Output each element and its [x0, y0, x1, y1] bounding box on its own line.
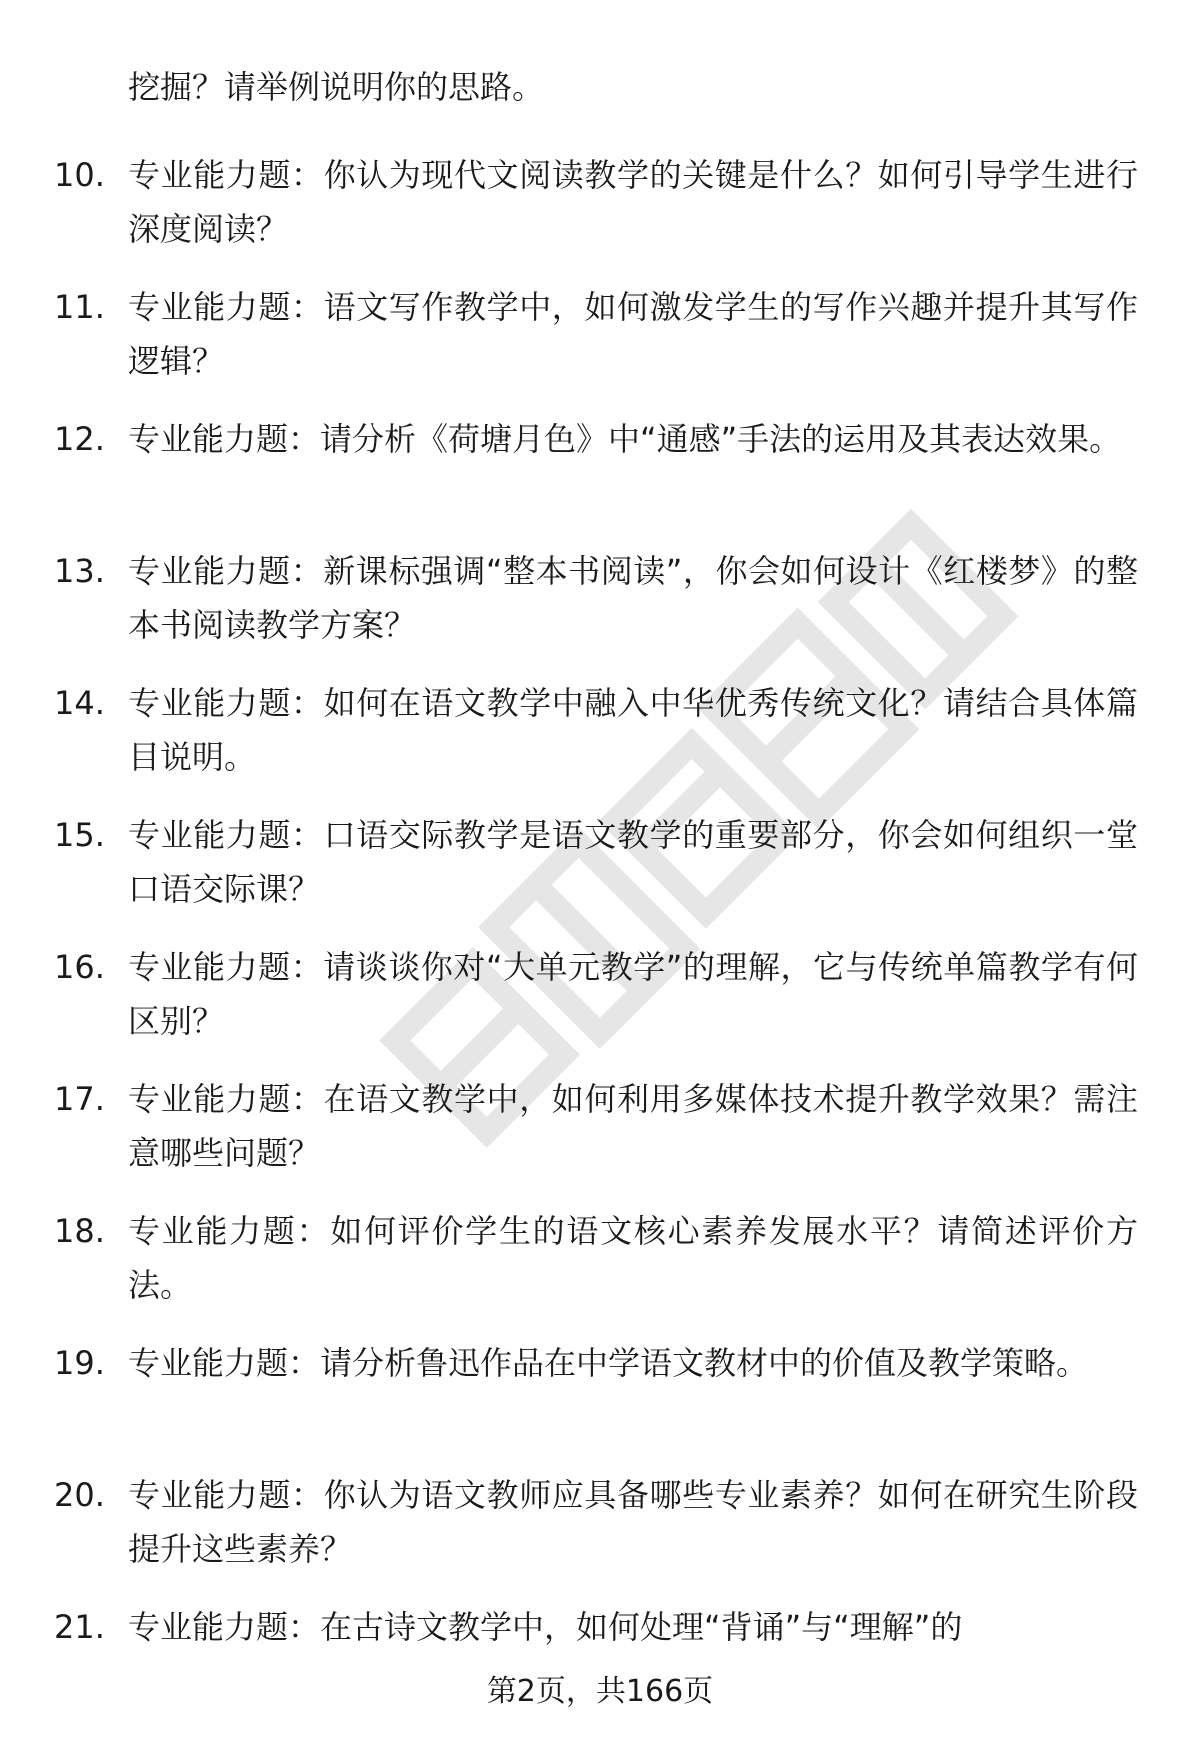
question-text: 专业能力题：新课标强调“整本书阅读”，你会如何设计《红楼梦》的整本书阅读教学方案？ — [128, 552, 1138, 644]
question-text: 专业能力题：如何评价学生的语文核心素养发展水平？请简述评价方法。 — [128, 1212, 1138, 1304]
list-item — [0, 544, 1200, 676]
list-item — [0, 148, 1200, 280]
page-footer: 第2页，共166页 — [486, 1674, 714, 1709]
list-item — [0, 1204, 1200, 1336]
question-text: 专业能力题：在语文教学中，如何利用多媒体技术提升教学效果？需注意哪些问题？ — [128, 1080, 1138, 1172]
question-text: 专业能力题：请谈谈你对“大单元教学”的理解，它与传统单篇教学有何区别？ — [128, 948, 1138, 1040]
question-text: 专业能力题：语文写作教学中，如何激发学生的写作兴趣并提升其写作逻辑？ — [128, 288, 1138, 380]
question-number: 11. — [54, 288, 105, 326]
question-number: 21. — [54, 1608, 105, 1646]
question-text: 专业能力题：口语交际教学是语文教学的重要部分，你会如何组织一堂口语交际课？ — [128, 816, 1138, 908]
list-item — [0, 1468, 1200, 1600]
list-item — [0, 940, 1200, 1072]
question-number: 19. — [54, 1344, 105, 1382]
question-number: 14. — [54, 684, 105, 722]
question-text: 专业能力题：你认为现代文阅读教学的关键是什么？如何引导学生进行深度阅读？ — [128, 156, 1138, 248]
question-number: 18. — [54, 1212, 105, 1250]
question-text: 专业能力题：请分析《荷塘月色》中“通感”手法的运用及其表达效果。 — [128, 420, 1122, 458]
question-list — [0, 148, 1200, 1732]
list-item — [0, 1600, 1200, 1732]
question-number: 16. — [54, 948, 105, 986]
question-continuation: 挖掘？请举例说明你的思路。 — [128, 68, 545, 106]
question-text: 专业能力题：在古诗文教学中，如何处理“背诵”与“理解”的 — [128, 1608, 963, 1646]
list-item — [0, 1072, 1200, 1204]
list-item — [0, 676, 1200, 808]
list-item — [0, 280, 1200, 412]
question-text: 专业能力题：如何在语文教学中融入中华优秀传统文化？请结合具体篇目说明。 — [128, 684, 1138, 776]
list-item — [0, 808, 1200, 940]
question-number: 17. — [54, 1080, 105, 1118]
question-text: 专业能力题：请分析鲁迅作品在中学语文教材中的价值及教学策略。 — [128, 1344, 1089, 1382]
question-text: 专业能力题：你认为语文教师应具备哪些专业素养？如何在研究生阶段提升这些素养？ — [128, 1476, 1138, 1568]
list-item — [0, 1336, 1200, 1468]
list-item — [0, 412, 1200, 544]
question-number: 12. — [54, 420, 105, 458]
question-number: 20. — [54, 1476, 105, 1514]
question-number: 13. — [54, 552, 105, 590]
question-number: 10. — [54, 156, 105, 194]
question-number: 15. — [54, 816, 105, 854]
